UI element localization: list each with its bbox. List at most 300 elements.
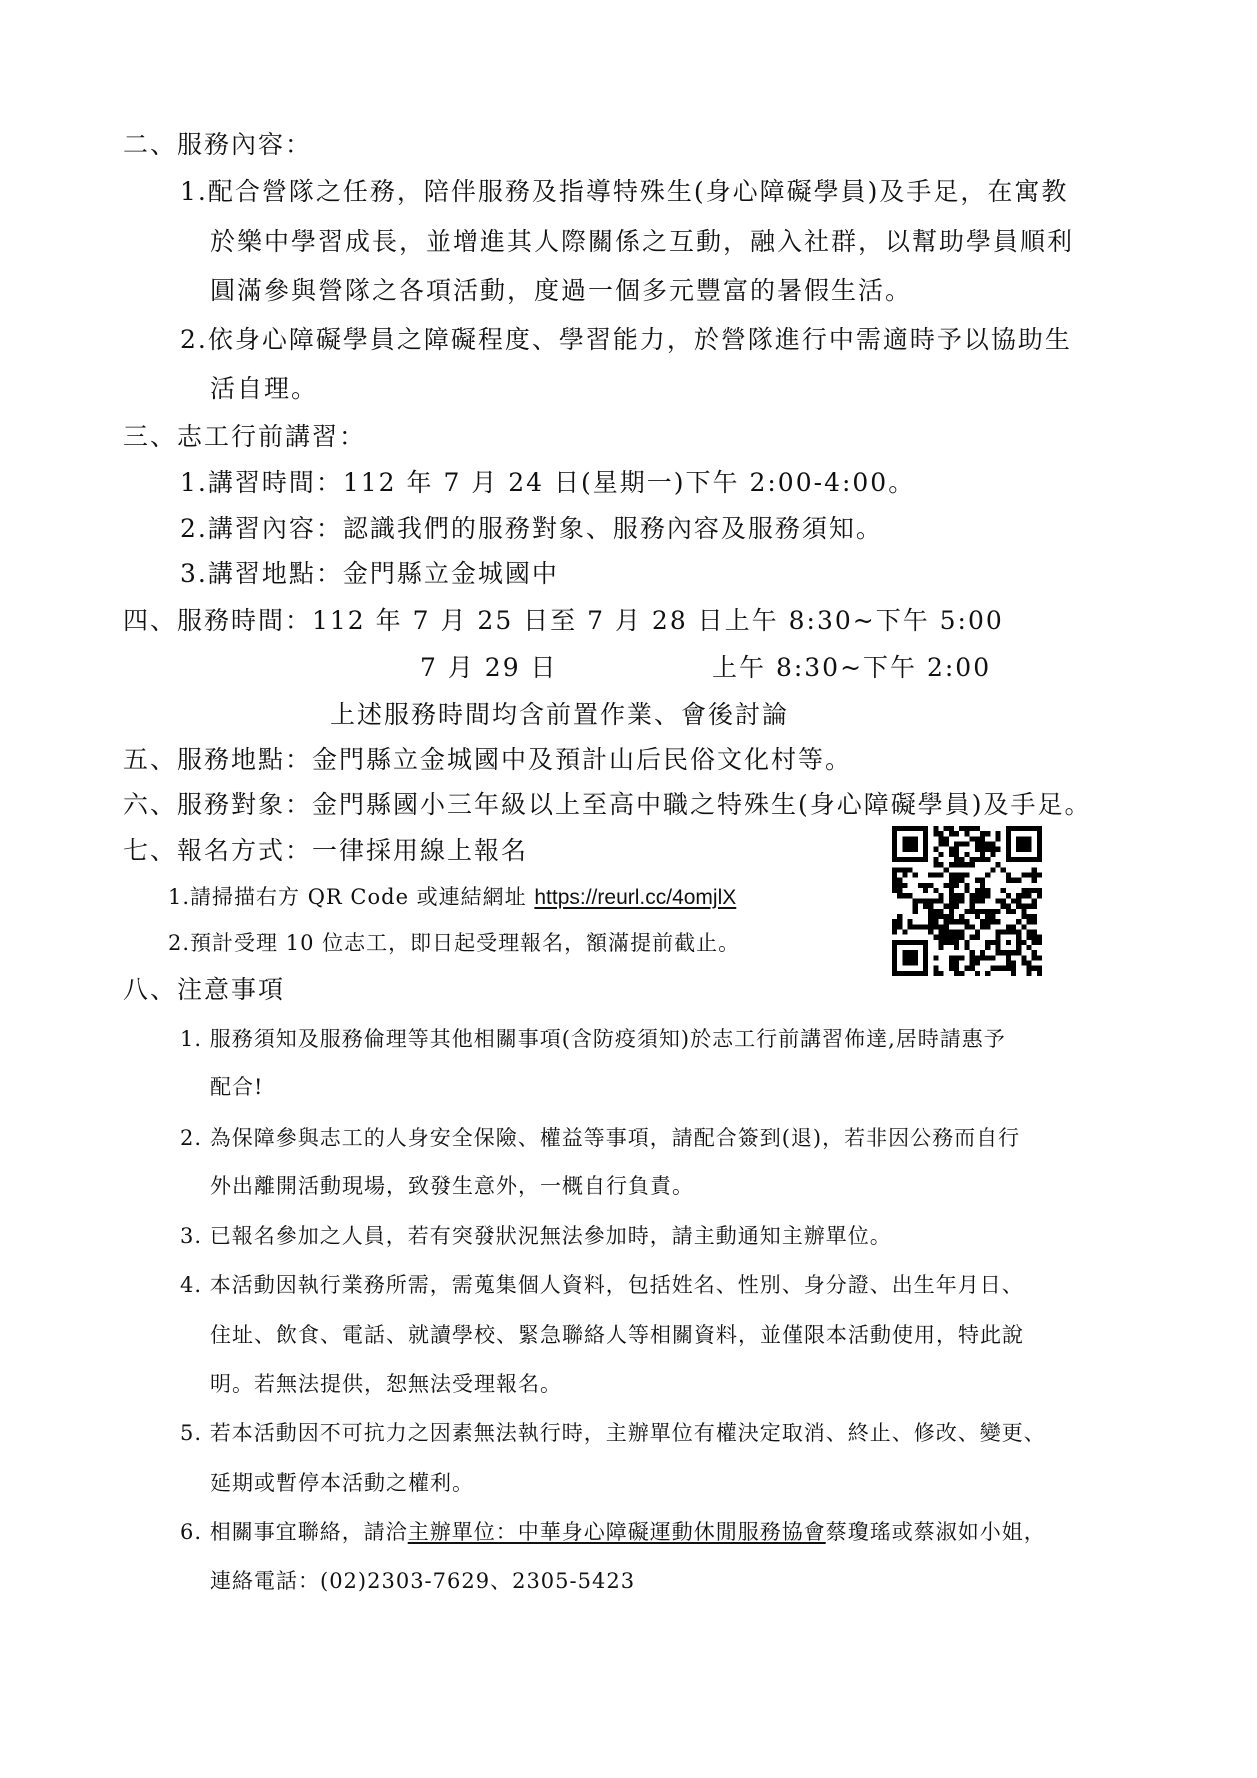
qr-module — [923, 945, 928, 950]
qr-module — [1032, 919, 1037, 924]
qr-module — [995, 950, 1000, 955]
qr-module — [1016, 935, 1021, 940]
qr-module — [939, 852, 944, 857]
qr-module — [949, 909, 954, 914]
qr-module — [985, 888, 990, 893]
qr-module — [980, 883, 985, 888]
qr-module — [975, 888, 980, 893]
qr-module — [954, 898, 959, 903]
qr-module — [902, 842, 907, 847]
qr-module — [985, 945, 990, 950]
qr-module — [1026, 842, 1031, 847]
qr-module — [923, 852, 928, 857]
qr-module — [1037, 847, 1042, 852]
section-4-note: 上述服務時間均含前置作業、會後討論 — [330, 700, 790, 729]
qr-module — [933, 888, 938, 893]
qr-module — [908, 836, 913, 841]
qr-module — [1021, 873, 1026, 878]
qr-module — [1006, 831, 1011, 836]
qr-module — [995, 966, 1000, 971]
qr-module — [923, 971, 928, 976]
qr-module — [995, 847, 1000, 852]
qr-module — [990, 842, 995, 847]
qr-module — [1026, 945, 1031, 950]
qr-module — [1026, 914, 1031, 919]
qr-module — [1011, 950, 1016, 955]
qr-module — [980, 878, 985, 883]
qr-module — [959, 842, 964, 847]
qr-module — [897, 883, 902, 888]
qr-module — [913, 960, 918, 965]
qr-module — [928, 898, 933, 903]
qr-module — [939, 893, 944, 898]
section-8-heading: 八、注意事項 — [123, 975, 286, 1004]
qr-module — [985, 847, 990, 852]
qr-module — [990, 955, 995, 960]
qr-module — [995, 909, 1000, 914]
qr-module — [975, 842, 980, 847]
qr-module — [939, 873, 944, 878]
qr-module — [980, 909, 985, 914]
qr-module — [964, 924, 969, 929]
qr-module — [928, 909, 933, 914]
qr-module — [1026, 960, 1031, 965]
qr-module — [892, 888, 897, 893]
qr-module — [944, 842, 949, 847]
qr-module — [944, 883, 949, 888]
qr-module — [1011, 924, 1016, 929]
qr-module — [1001, 888, 1006, 893]
qr-module — [995, 940, 1000, 945]
qr-module — [913, 924, 918, 929]
qr-module — [928, 873, 933, 878]
qr-module — [985, 857, 990, 862]
qr-module — [1011, 898, 1016, 903]
qr-module — [1006, 857, 1011, 862]
qr-module — [1016, 842, 1021, 847]
qr-module — [902, 857, 907, 862]
qr-module — [939, 862, 944, 867]
qr-module — [954, 893, 959, 898]
qr-module — [1037, 852, 1042, 857]
qr-module — [949, 873, 954, 878]
qr-module — [959, 873, 964, 878]
qr-module — [995, 919, 1000, 924]
qr-code-icon[interactable] — [892, 826, 1042, 976]
qr-module — [954, 919, 959, 924]
qr-module — [902, 847, 907, 852]
section-3-heading: 三、志工行前講習： — [123, 422, 367, 451]
section-2-heading: 二、服務內容： — [123, 130, 313, 159]
qr-module — [902, 883, 907, 888]
qr-module — [923, 898, 928, 903]
qr-module — [1001, 867, 1006, 872]
s3-item2: 2.講習內容：認識我們的服務對象、服務內容及服務須知。 — [180, 514, 883, 543]
qr-module — [954, 966, 959, 971]
qr-module — [1021, 940, 1026, 945]
qr-module — [939, 909, 944, 914]
qr-module — [1026, 888, 1031, 893]
qr-module — [970, 904, 975, 909]
qr-module — [985, 831, 990, 836]
qr-module — [995, 862, 1000, 867]
qr-module — [980, 950, 985, 955]
qr-module — [975, 909, 980, 914]
qr-module — [1006, 847, 1011, 852]
qr-module — [939, 935, 944, 940]
qr-module — [995, 945, 1000, 950]
qr-module — [1026, 919, 1031, 924]
qr-module — [1016, 878, 1021, 883]
qr-module — [902, 929, 907, 934]
qr-module — [954, 955, 959, 960]
qr-module — [908, 924, 913, 929]
qr-module — [1001, 966, 1006, 971]
qr-module — [1006, 852, 1011, 857]
qr-module — [892, 950, 897, 955]
registration-link[interactable]: https://reurl.cc/4omjlX — [534, 886, 737, 909]
qr-module — [933, 971, 938, 976]
s8-item5-line1: 5. 若本活動因不可抗力之因素無法執行時，主辦單位有權決定取消、終止、修改、變更、 — [180, 1421, 1046, 1445]
qr-module — [902, 893, 907, 898]
qr-module — [959, 826, 964, 831]
qr-module — [1026, 966, 1031, 971]
qr-module — [990, 919, 995, 924]
qr-module — [1037, 893, 1042, 898]
qr-module — [980, 919, 985, 924]
qr-module — [954, 971, 959, 976]
qr-module — [892, 852, 897, 857]
qr-module — [959, 862, 964, 867]
s7-item1 — [168, 880, 736, 915]
qr-module — [892, 955, 897, 960]
qr-module — [1006, 966, 1011, 971]
qr-module — [1016, 857, 1021, 862]
qr-module — [1016, 945, 1021, 950]
qr-module — [933, 924, 938, 929]
qr-module — [949, 935, 954, 940]
qr-module — [949, 898, 954, 903]
qr-module — [918, 857, 923, 862]
qr-module — [933, 914, 938, 919]
qr-module — [892, 960, 897, 965]
qr-module — [980, 831, 985, 836]
qr-module — [949, 966, 954, 971]
qr-module — [897, 867, 902, 872]
qr-module — [949, 883, 954, 888]
qr-module — [902, 940, 907, 945]
qr-module — [964, 842, 969, 847]
qr-module — [933, 909, 938, 914]
qr-module — [949, 904, 954, 909]
qr-module — [990, 847, 995, 852]
qr-module — [1021, 836, 1026, 841]
section-4-line1: 四、服務時間：112 年 7 月 25 日至 7 月 28 日上午 8:30~下午 5:00 — [123, 606, 1004, 635]
qr-module — [892, 924, 897, 929]
qr-module — [908, 940, 913, 945]
s3-item3: 3.講習地點：金門縣立金城國中 — [180, 559, 559, 588]
qr-module — [990, 852, 995, 857]
qr-module — [908, 971, 913, 976]
qr-module — [975, 847, 980, 852]
qr-module — [944, 935, 949, 940]
qr-module — [928, 904, 933, 909]
qr-module — [959, 898, 964, 903]
qr-module — [939, 971, 944, 976]
qr-module — [1006, 873, 1011, 878]
qr-module — [975, 960, 980, 965]
qr-module — [918, 883, 923, 888]
qr-module — [928, 914, 933, 919]
qr-module — [970, 955, 975, 960]
qr-module — [923, 847, 928, 852]
qr-module — [1032, 857, 1037, 862]
qr-module — [1021, 888, 1026, 893]
qr-module — [892, 847, 897, 852]
qr-module — [913, 898, 918, 903]
qr-module — [1037, 935, 1042, 940]
qr-module — [913, 971, 918, 976]
qr-module — [959, 929, 964, 934]
qr-module — [1016, 836, 1021, 841]
qr-module — [975, 935, 980, 940]
qr-module — [923, 857, 928, 862]
s8-item2-line2: 外出離開活動現場，致發生意外，一概自行負責。 — [210, 1174, 694, 1198]
qr-module — [1006, 909, 1011, 914]
section-4-date2: 7 月 29 日 — [420, 653, 558, 682]
qr-module — [1021, 914, 1026, 919]
qr-module — [1011, 971, 1016, 976]
qr-module — [1001, 950, 1006, 955]
qr-module — [975, 898, 980, 903]
qr-module — [949, 955, 954, 960]
qr-module — [1026, 826, 1031, 831]
qr-module — [944, 826, 949, 831]
qr-module — [892, 842, 897, 847]
qr-module — [1032, 873, 1037, 878]
qr-module — [918, 826, 923, 831]
qr-module — [1006, 842, 1011, 847]
qr-module — [970, 909, 975, 914]
qr-module — [897, 857, 902, 862]
qr-module — [897, 940, 902, 945]
qr-module — [970, 966, 975, 971]
qr-module — [908, 893, 913, 898]
qr-module — [975, 929, 980, 934]
qr-module — [902, 867, 907, 872]
qr-module — [954, 831, 959, 836]
qr-module — [902, 826, 907, 831]
qr-module — [1021, 960, 1026, 965]
qr-module — [1021, 842, 1026, 847]
qr-module — [1016, 950, 1021, 955]
qr-module — [1006, 826, 1011, 831]
qr-module — [954, 873, 959, 878]
qr-module — [933, 831, 938, 836]
qr-module — [964, 909, 969, 914]
qr-module — [944, 914, 949, 919]
qr-module — [1037, 836, 1042, 841]
qr-module — [990, 914, 995, 919]
qr-module — [959, 935, 964, 940]
qr-module — [928, 924, 933, 929]
qr-module — [897, 971, 902, 976]
qr-module — [975, 914, 980, 919]
qr-module — [1016, 919, 1021, 924]
qr-module — [1016, 898, 1021, 903]
qr-module — [970, 857, 975, 862]
qr-module — [918, 940, 923, 945]
qr-module — [1026, 904, 1031, 909]
qr-module — [933, 873, 938, 878]
qr-module — [1011, 960, 1016, 965]
qr-module — [949, 862, 954, 867]
qr-module — [908, 919, 913, 924]
qr-module — [897, 888, 902, 893]
qr-module — [964, 831, 969, 836]
qr-module — [975, 971, 980, 976]
qr-module — [1001, 929, 1006, 934]
qr-module — [954, 935, 959, 940]
qr-module — [959, 878, 964, 883]
qr-module — [964, 940, 969, 945]
qr-module — [1032, 878, 1037, 883]
qr-module — [933, 847, 938, 852]
qr-module — [892, 831, 897, 836]
qr-module — [923, 940, 928, 945]
qr-module — [902, 955, 907, 960]
qr-module — [944, 940, 949, 945]
qr-module — [1032, 966, 1037, 971]
qr-module — [1037, 842, 1042, 847]
qr-module — [1021, 857, 1026, 862]
qr-module — [908, 960, 913, 965]
qr-module — [970, 924, 975, 929]
qr-module — [975, 955, 980, 960]
qr-module — [954, 883, 959, 888]
qr-module — [939, 831, 944, 836]
qr-module — [949, 929, 954, 934]
qr-module — [928, 919, 933, 924]
section-6: 六、服務對象：金門縣國小三年級以上至高中職之特殊生(身心障礙學員)及手足。 — [123, 790, 1092, 819]
qr-module — [954, 857, 959, 862]
qr-module — [985, 940, 990, 945]
qr-module — [1016, 929, 1021, 934]
s7-item2: 2.預計受理 10 位志工，即日起受理報名，額滿提前截止。 — [168, 931, 741, 955]
qr-module — [902, 873, 907, 878]
qr-module — [897, 914, 902, 919]
qr-module — [954, 878, 959, 883]
qr-module — [913, 847, 918, 852]
qr-module — [1032, 935, 1037, 940]
qr-module — [1021, 955, 1026, 960]
qr-module — [913, 842, 918, 847]
qr-module — [1001, 904, 1006, 909]
qr-module — [1006, 924, 1011, 929]
qr-module — [1016, 893, 1021, 898]
qr-module — [975, 893, 980, 898]
qr-module — [990, 867, 995, 872]
qr-module — [892, 836, 897, 841]
qr-module — [933, 919, 938, 924]
qr-module — [939, 914, 944, 919]
qr-module — [913, 950, 918, 955]
qr-module — [949, 826, 954, 831]
qr-module — [1011, 878, 1016, 883]
qr-module — [985, 909, 990, 914]
qr-module — [954, 904, 959, 909]
qr-module — [970, 836, 975, 841]
qr-module — [959, 893, 964, 898]
qr-module — [1026, 929, 1031, 934]
qr-module — [1032, 940, 1037, 945]
qr-module — [959, 919, 964, 924]
qr-module — [990, 940, 995, 945]
s8-item1-line1: 1. 服務須知及服務倫理等其他相關事項(含防疫須知)於志工行前講習佈達,居時請惠予 — [180, 1027, 1006, 1051]
qr-module — [949, 893, 954, 898]
qr-module — [985, 919, 990, 924]
qr-module — [970, 862, 975, 867]
qr-module — [1032, 914, 1037, 919]
qr-module — [1037, 971, 1042, 976]
qr-module — [923, 950, 928, 955]
qr-module — [980, 857, 985, 862]
qr-module — [949, 831, 954, 836]
qr-module — [959, 955, 964, 960]
qr-module — [944, 929, 949, 934]
qr-module — [949, 878, 954, 883]
qr-module — [985, 971, 990, 976]
qr-module — [1032, 929, 1037, 934]
s2-item2-line2: 活自理。 — [210, 374, 319, 403]
qr-module — [892, 971, 897, 976]
organizer-name: 主辦單位：中華身心障礙運動休閒服務協會 — [407, 1520, 826, 1544]
qr-module — [944, 904, 949, 909]
qr-module — [1006, 940, 1011, 945]
qr-module — [918, 924, 923, 929]
qr-module — [1026, 847, 1031, 852]
qr-module — [913, 826, 918, 831]
qr-module — [980, 955, 985, 960]
s2-item2-line1: 2.依身心障礙學員之障礙程度、學習能力，於營隊進行中需適時予以協助生 — [180, 325, 1072, 354]
qr-module — [892, 945, 897, 950]
qr-module — [939, 842, 944, 847]
qr-module — [902, 971, 907, 976]
qr-module — [923, 826, 928, 831]
qr-module — [923, 904, 928, 909]
s8-item6-line2: 連絡電話：(02)2303-7629、2305-5423 — [210, 1569, 636, 1593]
qr-module — [892, 940, 897, 945]
qr-module — [949, 960, 954, 965]
qr-module — [913, 955, 918, 960]
qr-module — [1032, 898, 1037, 903]
qr-module — [970, 826, 975, 831]
s2-item1-line2: 於樂中學習成長，並增進其人際關係之互動，融入社群，以幫助學員順利 — [210, 227, 1075, 256]
qr-module — [1006, 878, 1011, 883]
qr-module — [908, 842, 913, 847]
qr-module — [928, 883, 933, 888]
qr-module — [949, 888, 954, 893]
qr-module — [1016, 904, 1021, 909]
section-5: 五、服務地點：金門縣立金城國中及預計山后民俗文化村等。 — [123, 745, 853, 774]
s8-item6-pre: 6. 相關事宜聯絡，請洽 — [180, 1520, 408, 1544]
qr-module — [1021, 893, 1026, 898]
qr-module — [1032, 867, 1037, 872]
qr-module — [980, 898, 985, 903]
qr-module — [944, 924, 949, 929]
qr-module — [970, 898, 975, 903]
qr-module — [1037, 940, 1042, 945]
